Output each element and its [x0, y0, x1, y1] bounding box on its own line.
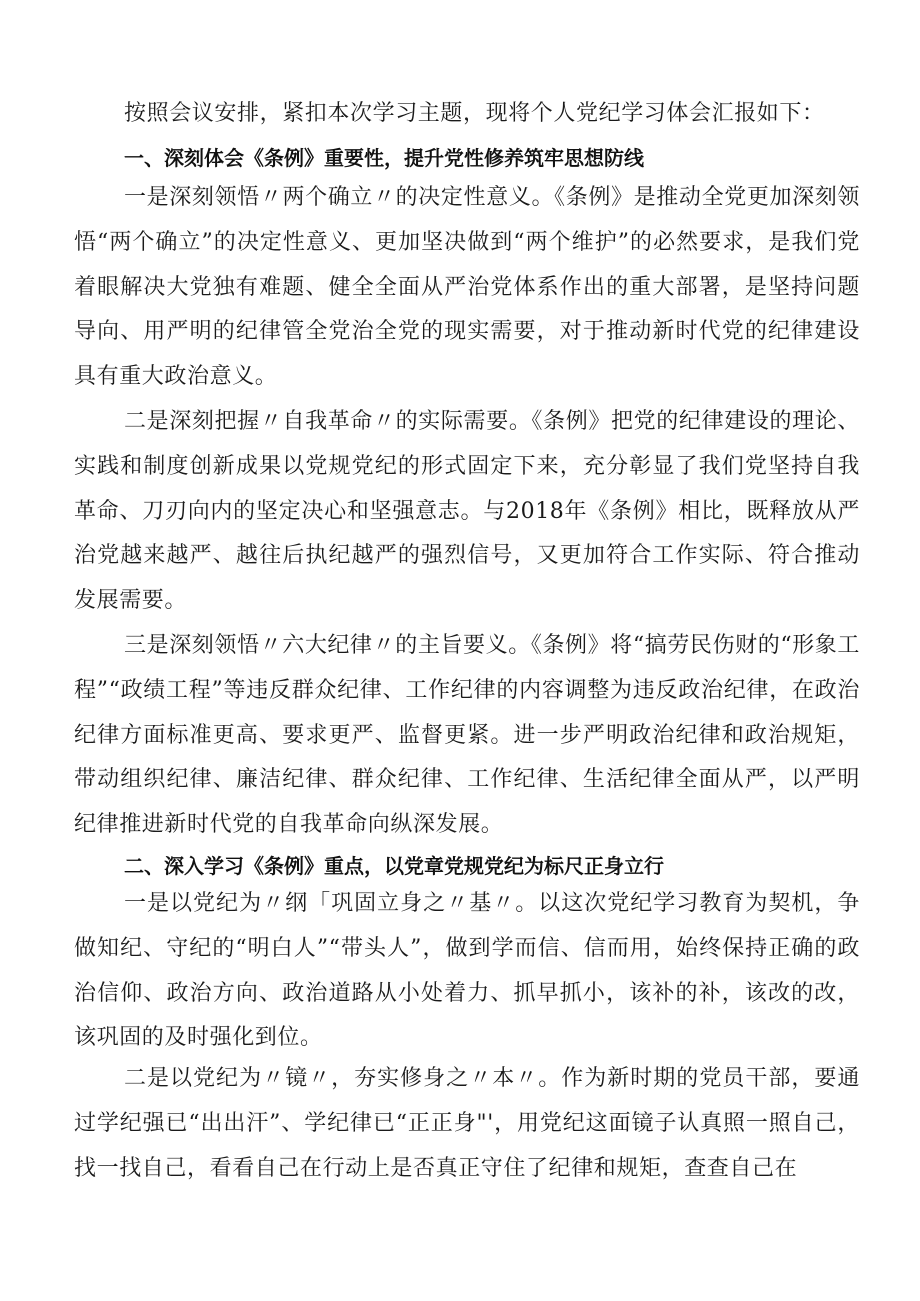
section-1-paragraph-1: 一是深刻领悟〃两个确立〃的决定性意义。《条例》是推动全党更加深刻领悟“两个确立”的决定性意义、更加坚决做到“两个维护”的必然要求，是我们党着眼解决大党独有难题、健全全面从严治党体系作出的重大部署，是坚持问题导向、用严明的纪律管全党治全党的现实需要，对于推动新时代党的纪律建设具有重大政治意义。 — [74, 185, 860, 390]
intro-paragraph: 按照会议安排，紧扣本次学习主题，现将个人党纪学习体会汇报如下： — [124, 101, 825, 126]
section-1-heading: 一、深刻体会《条例》重要性，提升党性修养筑牢思想防线 — [124, 146, 644, 170]
section-1-paragraph-2: 二是深刻把握〃自我革命〃的实际需要。《条例》把党的纪律建设的理论、实践和制度创新成果以党规党纪的形式固定下来，充分彰显了我们党坚持自我革命、刀刃向内的坚定决心和坚强意志。与2018年《条例》相比，既释放从严治党越来越严、越往后执纪越严的强烈信号，又更加符合工作实际、符合推动发展需要。 — [74, 409, 860, 614]
section-2-heading: 二、深入学习《条例》重点，以党章党规党纪为标尺正身立行 — [124, 854, 664, 878]
section-2-paragraph-2: 二是以党纪为〃镜〃，夯实修身之〃本〃。作为新时期的党员干部，要通过学纪强已“出出汗”、学纪律已“正正身"'，用党纪这面镜子认真照一照自己，找一找自己，看看自己在行动上是否真正守住了纪律和规矩，查查自己在 — [74, 1066, 860, 1181]
section-1-paragraph-3: 三是深刻领悟〃六大纪律〃的主旨要义。《条例》将“搞劳民伤财的“形象工程”“政绩工程”等违反群众纪律、工作纪律的内容调整为违反政治纪律，在政治纪律方面标准更高、要求更严、监督更紧。进一步严明政治纪律和政治规矩，带动组织纪律、廉洁纪律、群众纪律、工作纪律、生活纪律全面从严，以严明纪律推进新时代党的自我革命向纵深发展。 — [74, 633, 860, 838]
section-2-paragraph-1: 一是以党纪为〃纲「巩固立身之〃基〃。以这次党纪学习教育为契机，争做知纪、守纪的“明白人”“带头人”，做到学而信、信而用，始终保持正确的政治信仰、政治方向、政治道路从小处着力、抓早抓小，该补的补，该改的改，该巩固的及时强化到位。 — [74, 891, 860, 1051]
